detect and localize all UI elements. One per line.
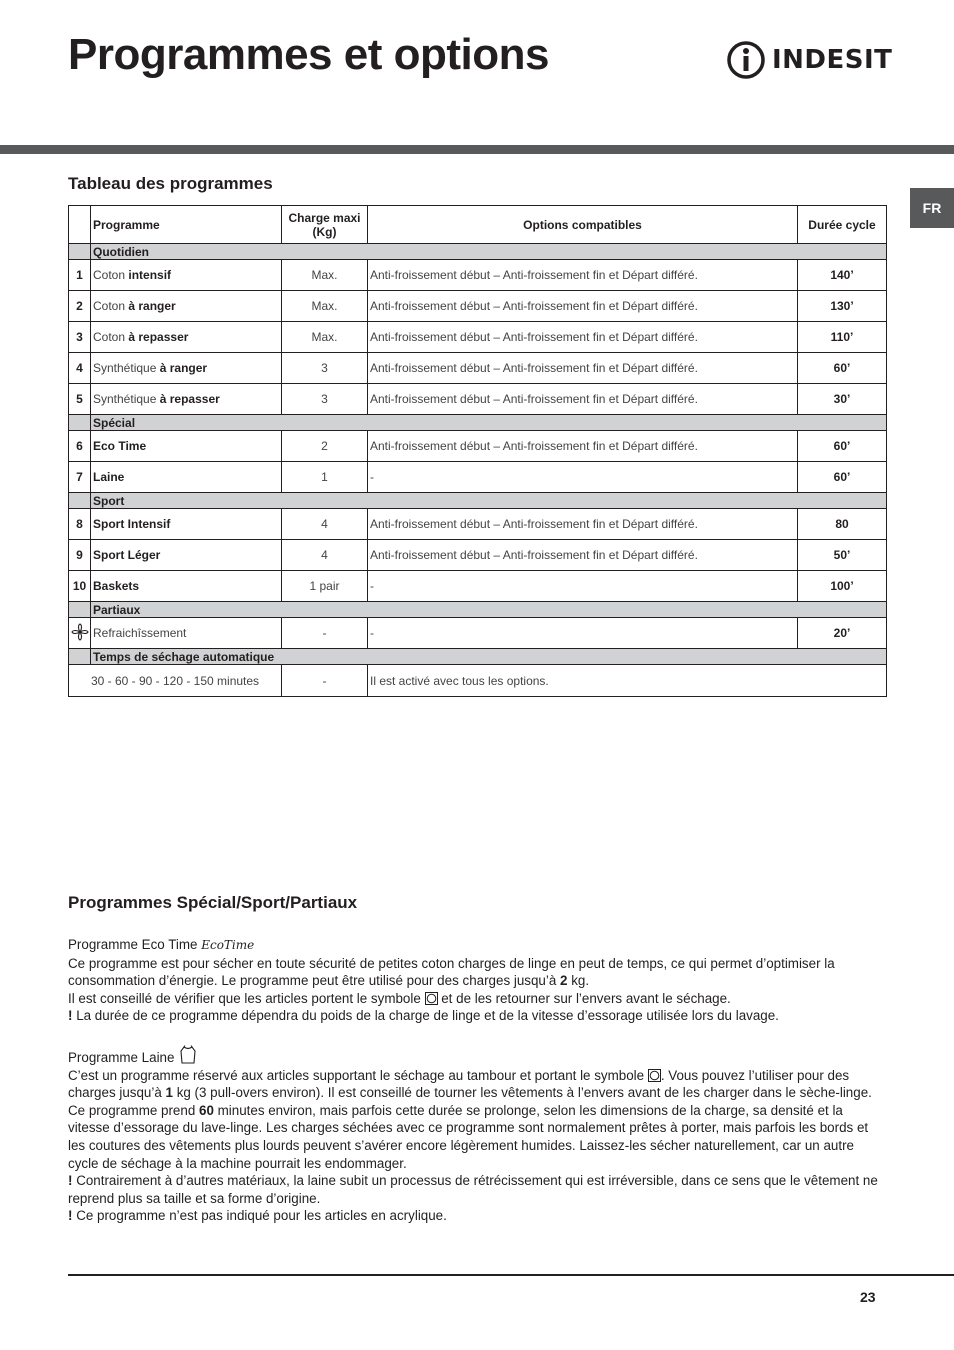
brand-logo-icon [726,40,766,80]
prog-variant: à ranger [159,361,208,375]
category-label: Sport [91,493,887,509]
category-label: Spécial [91,415,887,431]
prog-type: Coton [93,330,126,344]
row-duree: 60’ [798,431,887,462]
row-charge: - [282,618,368,649]
eco-time-paragraph [68,990,888,1008]
page-number: 23 [860,1289,876,1305]
laine-text-bold-1: 1 [165,1085,173,1101]
row-num: 3 [69,322,91,353]
category-label: Temps de séchage automatique [91,649,887,665]
category-spacer [69,602,91,618]
table-row [69,384,887,415]
language-tab: FR [910,188,954,228]
fan-icon [71,623,89,641]
warning-mark: ! [68,1173,73,1189]
category-row [69,602,887,618]
row-charge: 3 [282,353,368,384]
laine-title-text: Programme Laine [68,1050,175,1065]
row-duree: 80 [798,509,887,540]
row-duree: 140’ [798,260,887,291]
row-options: - [368,618,798,649]
laine-text-1c: kg (3 pull-overs environ). Il est conseillé de tourner les vêtements à l’envers avant de les charger dans le sèche-linge. Ce programme prend [68,1085,872,1118]
brand-name: INDESIT [772,45,893,75]
row-programme: Baskets [91,571,282,602]
row-charge: - [282,665,368,697]
table-row [69,353,887,384]
header-divider [0,145,954,154]
laine-text-1d: minutes environ, mais parfois cette durée se prolonge, selon les dimensions de la charge, sa densité et la vitesse d’essorage du lave-linge. Les charges séchées avec ce programme sont normalement prêtes à porter, mais parfois les bords et les coutures des vêtements plus lourds peuvent s’avérer encore légèrement humides. Laissez-les sécher naturellement, car un autre cycle de séchage à la machine pourrait les endommager. [68,1102,869,1171]
row-num: 1 [69,260,91,291]
row-programme: Refraichîssement [91,618,282,649]
row-programme [91,322,282,353]
row-duree: 60’ [798,462,887,493]
auto-times: 30 - 60 - 90 - 120 - 150 minutes [69,665,282,697]
warning-mark: ! [68,1008,73,1024]
footer-divider [68,1274,954,1276]
eco-text-1-bold: 2 [560,973,568,989]
row-options: Anti-froissement début – Anti-froissement fin et Départ différé. [368,291,798,322]
row-options: Anti-froissement début – Anti-froissement fin et Départ différé. [368,384,798,415]
tumble-dry-symbol-icon [648,1069,661,1082]
row-programme [91,291,282,322]
page-title: Programmes et options [68,30,549,79]
row-programme: Laine [91,462,282,493]
row-charge: Max. [282,322,368,353]
row-programme [91,260,282,291]
table-row [69,322,887,353]
row-duree: 60’ [798,353,887,384]
laine-title [68,1045,888,1067]
row-num: 9 [69,540,91,571]
prog-type: Synthétique [93,361,157,375]
eco-text-1a: Ce programme est pour sécher en toute sécurité de petites coton charges de linge en peut de temps, ce qui permet d’optimiser la consommation d’énergie. Le programme peut être utilisé pour des charges jusqu’à [68,955,835,989]
row-charge: Max. [282,260,368,291]
prog-type: Coton [93,299,126,313]
eco-time-title [68,936,888,955]
row-programme: Sport Léger [91,540,282,571]
row-num: 6 [69,431,91,462]
table-row [69,462,887,493]
prog-type: Synthétique [93,392,157,406]
row-duree: 130’ [798,291,887,322]
laine-text-1b: . Vous pouvez l’utiliser pour des charges jusqu’à [68,1067,850,1101]
category-row [69,493,887,509]
header-duree: Durée cycle [798,206,887,244]
category-row [69,244,887,260]
laine-text-3: Ce programme n’est pas indiqué pour les articles en acrylique. [72,1208,447,1224]
eco-text-3: La durée de ce programme dépendra du poids de la charge de linge et de la vitesse d’essorage utilisée lors du lavage. [72,1008,779,1024]
prog-variant: à repasser [128,330,189,344]
table-row [69,571,887,602]
eco-text-2b: et de les retourner sur l’envers avant le séchage. [437,990,731,1006]
row-options: Il est activé avec tous les options. [368,665,887,697]
row-charge: 3 [282,384,368,415]
row-duree: 20’ [798,618,887,649]
row-charge: 4 [282,509,368,540]
row-duree: 110’ [798,322,887,353]
laine-text-bold-2: 60 [199,1102,214,1118]
row-duree: 30’ [798,384,887,415]
row-options: - [368,462,798,493]
row-charge: 4 [282,540,368,571]
eco-time-title-text: Programme Eco Time [68,937,198,952]
row-programme: Sport Intensif [91,509,282,540]
prog-variant: à ranger [128,299,176,313]
row-charge: Max. [282,291,368,322]
header-charge: Charge maxi (Kg) [282,206,368,244]
row-programme [91,384,282,415]
eco-text-1b: kg. [567,973,590,989]
eco-time-logo: EcoTime [201,938,255,952]
row-charge: 1 [282,462,368,493]
table-row [69,291,887,322]
row-num: 2 [69,291,91,322]
row-charge: 1 pair [282,571,368,602]
eco-text-2a: Il est conseillé de vérifier que les articles portent le symbole [68,990,425,1006]
table-heading: Tableau des programmes [68,174,273,193]
row-charge: 2 [282,431,368,462]
tumble-dry-symbol-icon [425,992,438,1005]
row-options: Anti-froissement début – Anti-froissement fin et Départ différé. [368,509,798,540]
header-options: Options compatibles [368,206,798,244]
eco-time-paragraph [68,1007,888,1025]
prog-type: Coton [93,268,126,282]
laine-paragraph [68,1207,888,1225]
row-options: Anti-froissement début – Anti-froissement fin et Départ différé. [368,540,798,571]
category-spacer [69,493,91,509]
row-duree: 50’ [798,540,887,571]
programmes-table [68,205,887,697]
eco-time-section [68,936,888,1025]
table-row [69,618,887,649]
row-num: 7 [69,462,91,493]
table-row [69,260,887,291]
row-options: Anti-froissement début – Anti-froissement fin et Départ différé. [368,322,798,353]
row-duree: 100’ [798,571,887,602]
warning-mark: ! [68,1208,73,1224]
table-row [69,431,887,462]
prog-variant: à repasser [159,392,220,406]
row-num: 8 [69,509,91,540]
wool-garment-icon [178,1045,198,1065]
row-num: 4 [69,353,91,384]
prog-variant: intensif [128,268,172,282]
laine-paragraph [68,1067,888,1173]
laine-text-1a: C’est un programme réservé aux articles supportant le séchage au tambour et portant le symbole [68,1067,648,1083]
brand-logo [726,40,892,80]
laine-section [68,1045,888,1225]
category-spacer [69,415,91,431]
table-row [69,540,887,571]
category-row [69,649,887,665]
category-label: Quotidien [91,244,887,260]
header-num [69,206,91,244]
table-row [69,509,887,540]
category-spacer [69,649,91,665]
laine-text-2: Contrairement à d’autres matériaux, la laine subit un processus de rétrécissement qui est irréversible, dans ce sens que le vêtement ne reprend plus sa taille et sa forme d’origine. [68,1173,878,1206]
eco-time-paragraph [68,955,888,990]
table-row [69,665,887,697]
table-header-row [69,206,887,244]
row-options: Anti-froissement début – Anti-froissement fin et Départ différé. [368,431,798,462]
category-row [69,415,887,431]
row-programme [91,353,282,384]
row-options: Anti-froissement début – Anti-froissement fin et Départ différé. [368,260,798,291]
row-options: Anti-froissement début – Anti-froissement fin et Départ différé. [368,353,798,384]
special-heading: Programmes Spécial/Sport/Partiaux [68,893,358,912]
row-programme: Eco Time [91,431,282,462]
row-num: 5 [69,384,91,415]
row-options: - [368,571,798,602]
header-programme: Programme [91,206,282,244]
laine-paragraph [68,1172,888,1207]
category-label: Partiaux [91,602,887,618]
row-num: 10 [69,571,91,602]
row-num [69,618,91,649]
category-spacer [69,244,91,260]
